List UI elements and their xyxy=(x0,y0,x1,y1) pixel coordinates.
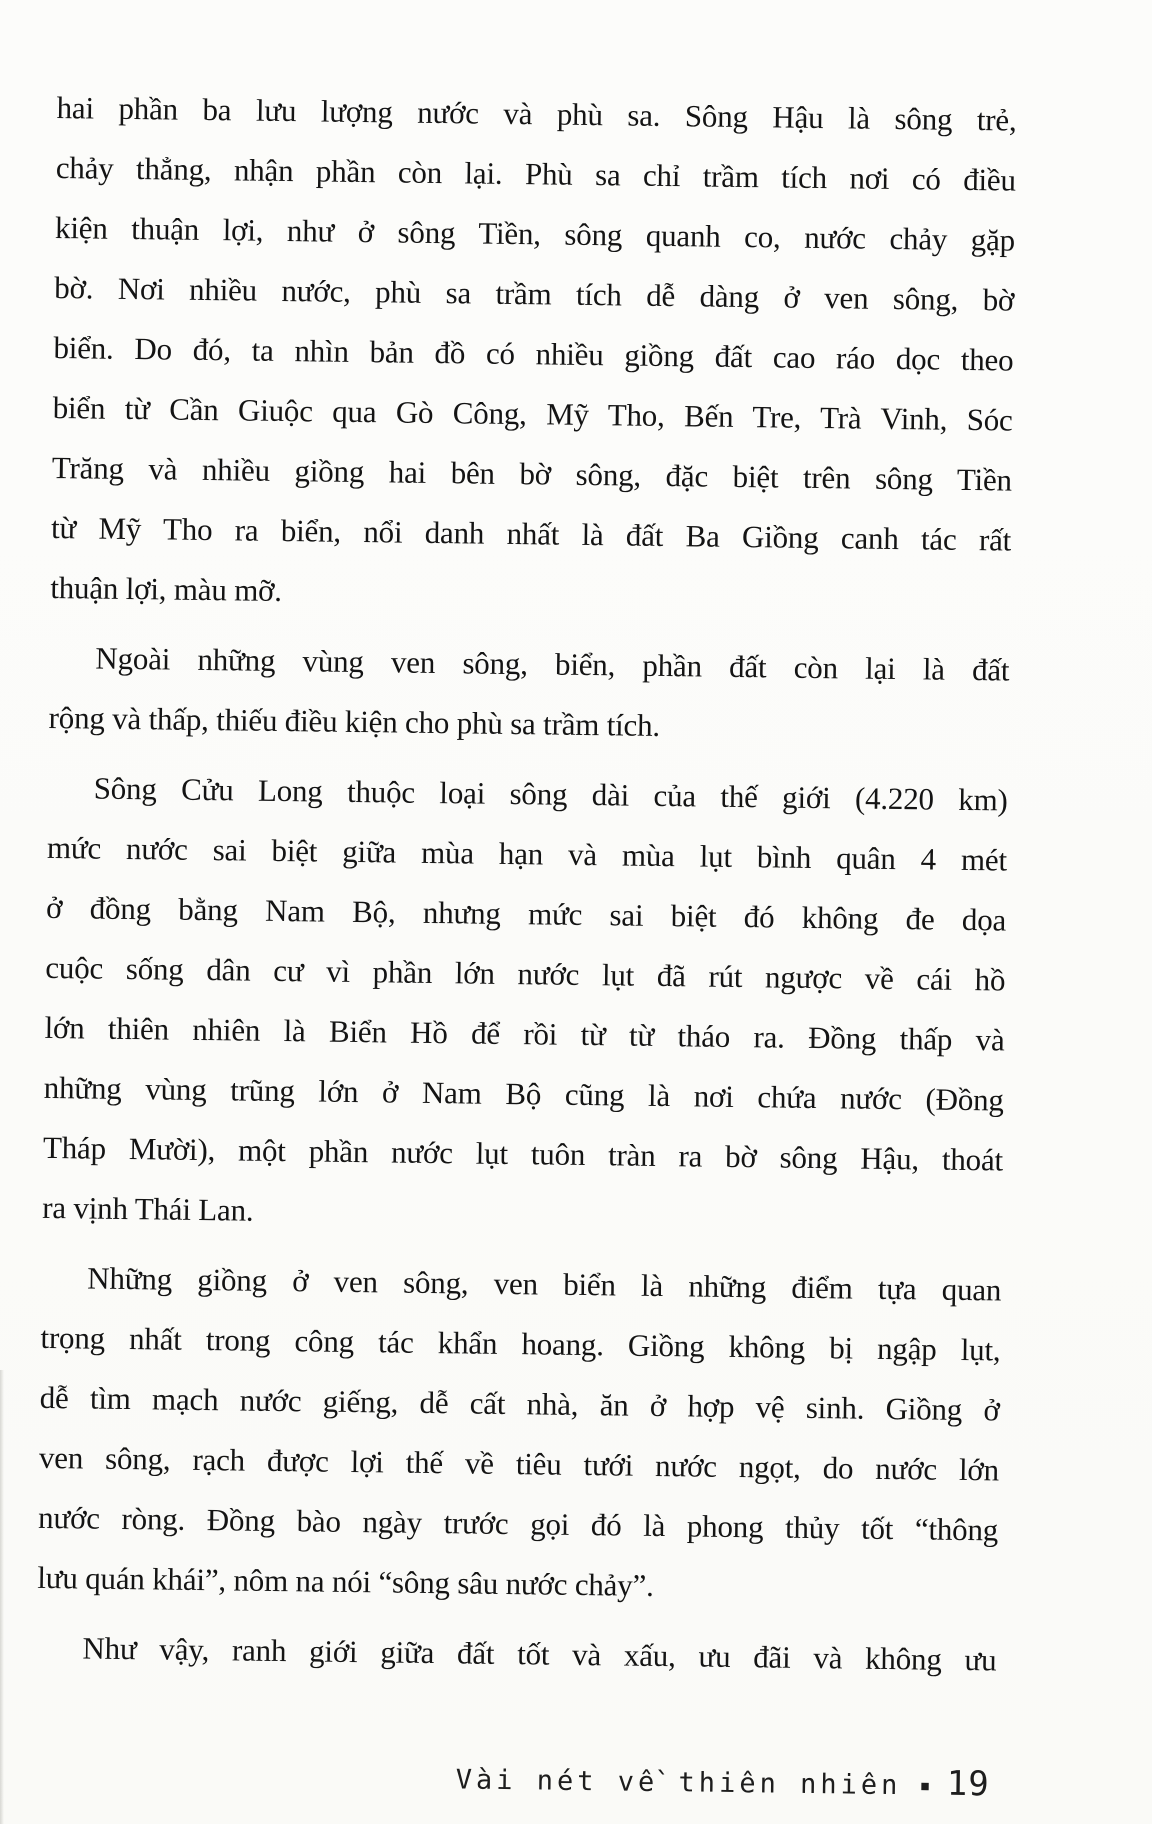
page-footer xyxy=(456,1757,991,1804)
paragraph xyxy=(37,1248,1002,1621)
text-line: nước ròng. Đồng bào ngày trước gọi đó là phong thủy tốt “thông xyxy=(37,1499,999,1548)
text-line: dễ tìm mạch nước giếng, dễ cất nhà, ăn ở hợp vệ sinh. Giồng ở xyxy=(39,1379,1000,1428)
text-line: Ngoài những vùng ven sông, biển, phần đất còn lại là đất xyxy=(95,640,1010,688)
paragraph xyxy=(50,78,1017,631)
text-line: Tháp Mười), một phần nước lụt tuôn tràn ra bờ sông Hậu, thoát xyxy=(42,1129,1004,1178)
paragraph xyxy=(48,628,1009,761)
text-line: Trăng và nhiều giồng hai bên bờ sông, đặc biệt trên sông Tiền xyxy=(51,449,1013,498)
text-line: thuận lợi, màu mỡ. xyxy=(50,569,283,608)
footer-page-number: 19 xyxy=(946,1763,991,1805)
text-line: trọng nhất trong công tác khẩn hoang. Giồng không bị ngập lụt, xyxy=(40,1319,1001,1368)
text-line: biển. Do đó, ta nhìn bản đồ có nhiều giồng đất cao ráo dọc theo xyxy=(53,329,1014,378)
text-line: lưu quán khái”, nôm na nói “sông sâu nước chảy”. xyxy=(37,1559,654,1603)
text-line: Như vậy, ranh giới giữa đất tốt và xấu, ưu đãi và không ưu xyxy=(82,1630,997,1678)
text-line: biển từ Cần Giuộc qua Gò Công, Mỹ Tho, Bến Tre, Trà Vinh, Sóc xyxy=(52,389,1013,438)
text-line: mức nước sai biệt giữa mùa hạn và mùa lụt bình quân 4 mét xyxy=(46,829,1008,878)
text-line: bờ. Nơi nhiều nước, phù sa trầm tích dễ dàng ở ven sông, bờ xyxy=(54,269,1015,318)
text-line: những vùng trũng lớn ở Nam Bộ cũng là nơi chứa nước (Đồng xyxy=(43,1069,1004,1118)
text-line: Những giồng ở ven sông, ven biển là những điểm tựa quan xyxy=(87,1260,1002,1308)
text-line: cuộc sống dân cư vì phần lớn nước lụt đã rút ngược về cái hồ xyxy=(45,949,1006,998)
text-line: kiện thuận lợi, như ở sông Tiền, sông quanh co, nước chảy gặp xyxy=(54,209,1016,258)
text-line: chảy thẳng, nhận phần còn lại. Phù sa chỉ trầm tích nơi có điều xyxy=(55,149,1017,198)
text-line: hai phần ba lưu lượng nước và phù sa. Sông Hậu là sông trẻ, xyxy=(56,89,1017,138)
text-line: ở đồng bằng Nam Bộ, nhưng mức sai biệt đó không đe dọa xyxy=(45,889,1007,938)
body-text xyxy=(36,78,1017,1700)
text-line: ven sông, rạch được lợi thế về tiêu tưới nước ngọt, do nước lớn xyxy=(38,1439,1000,1488)
text-line: từ Mỹ Tho ra biển, nổi danh nhất là đất Ba Giồng canh tác rất xyxy=(50,509,1012,558)
footer-square-bullet-icon: ▪ xyxy=(919,1774,931,1797)
text-line: ra vịnh Thái Lan. xyxy=(42,1189,254,1228)
paragraph xyxy=(36,1618,997,1691)
text-line: Sông Cửu Long thuộc loại sông dài của thế giới (4.220 km) xyxy=(93,770,1008,818)
paragraph xyxy=(42,758,1008,1251)
text-line: rộng và thấp, thiếu điều kiện cho phù sa trầm tích. xyxy=(48,699,661,743)
text-line: lớn thiên nhiên là Biển Hồ để rồi từ từ tháo ra. Đồng thấp và xyxy=(44,1009,1005,1058)
footer-chapter-title: Vài nét về thiên nhiên xyxy=(455,1764,902,1802)
